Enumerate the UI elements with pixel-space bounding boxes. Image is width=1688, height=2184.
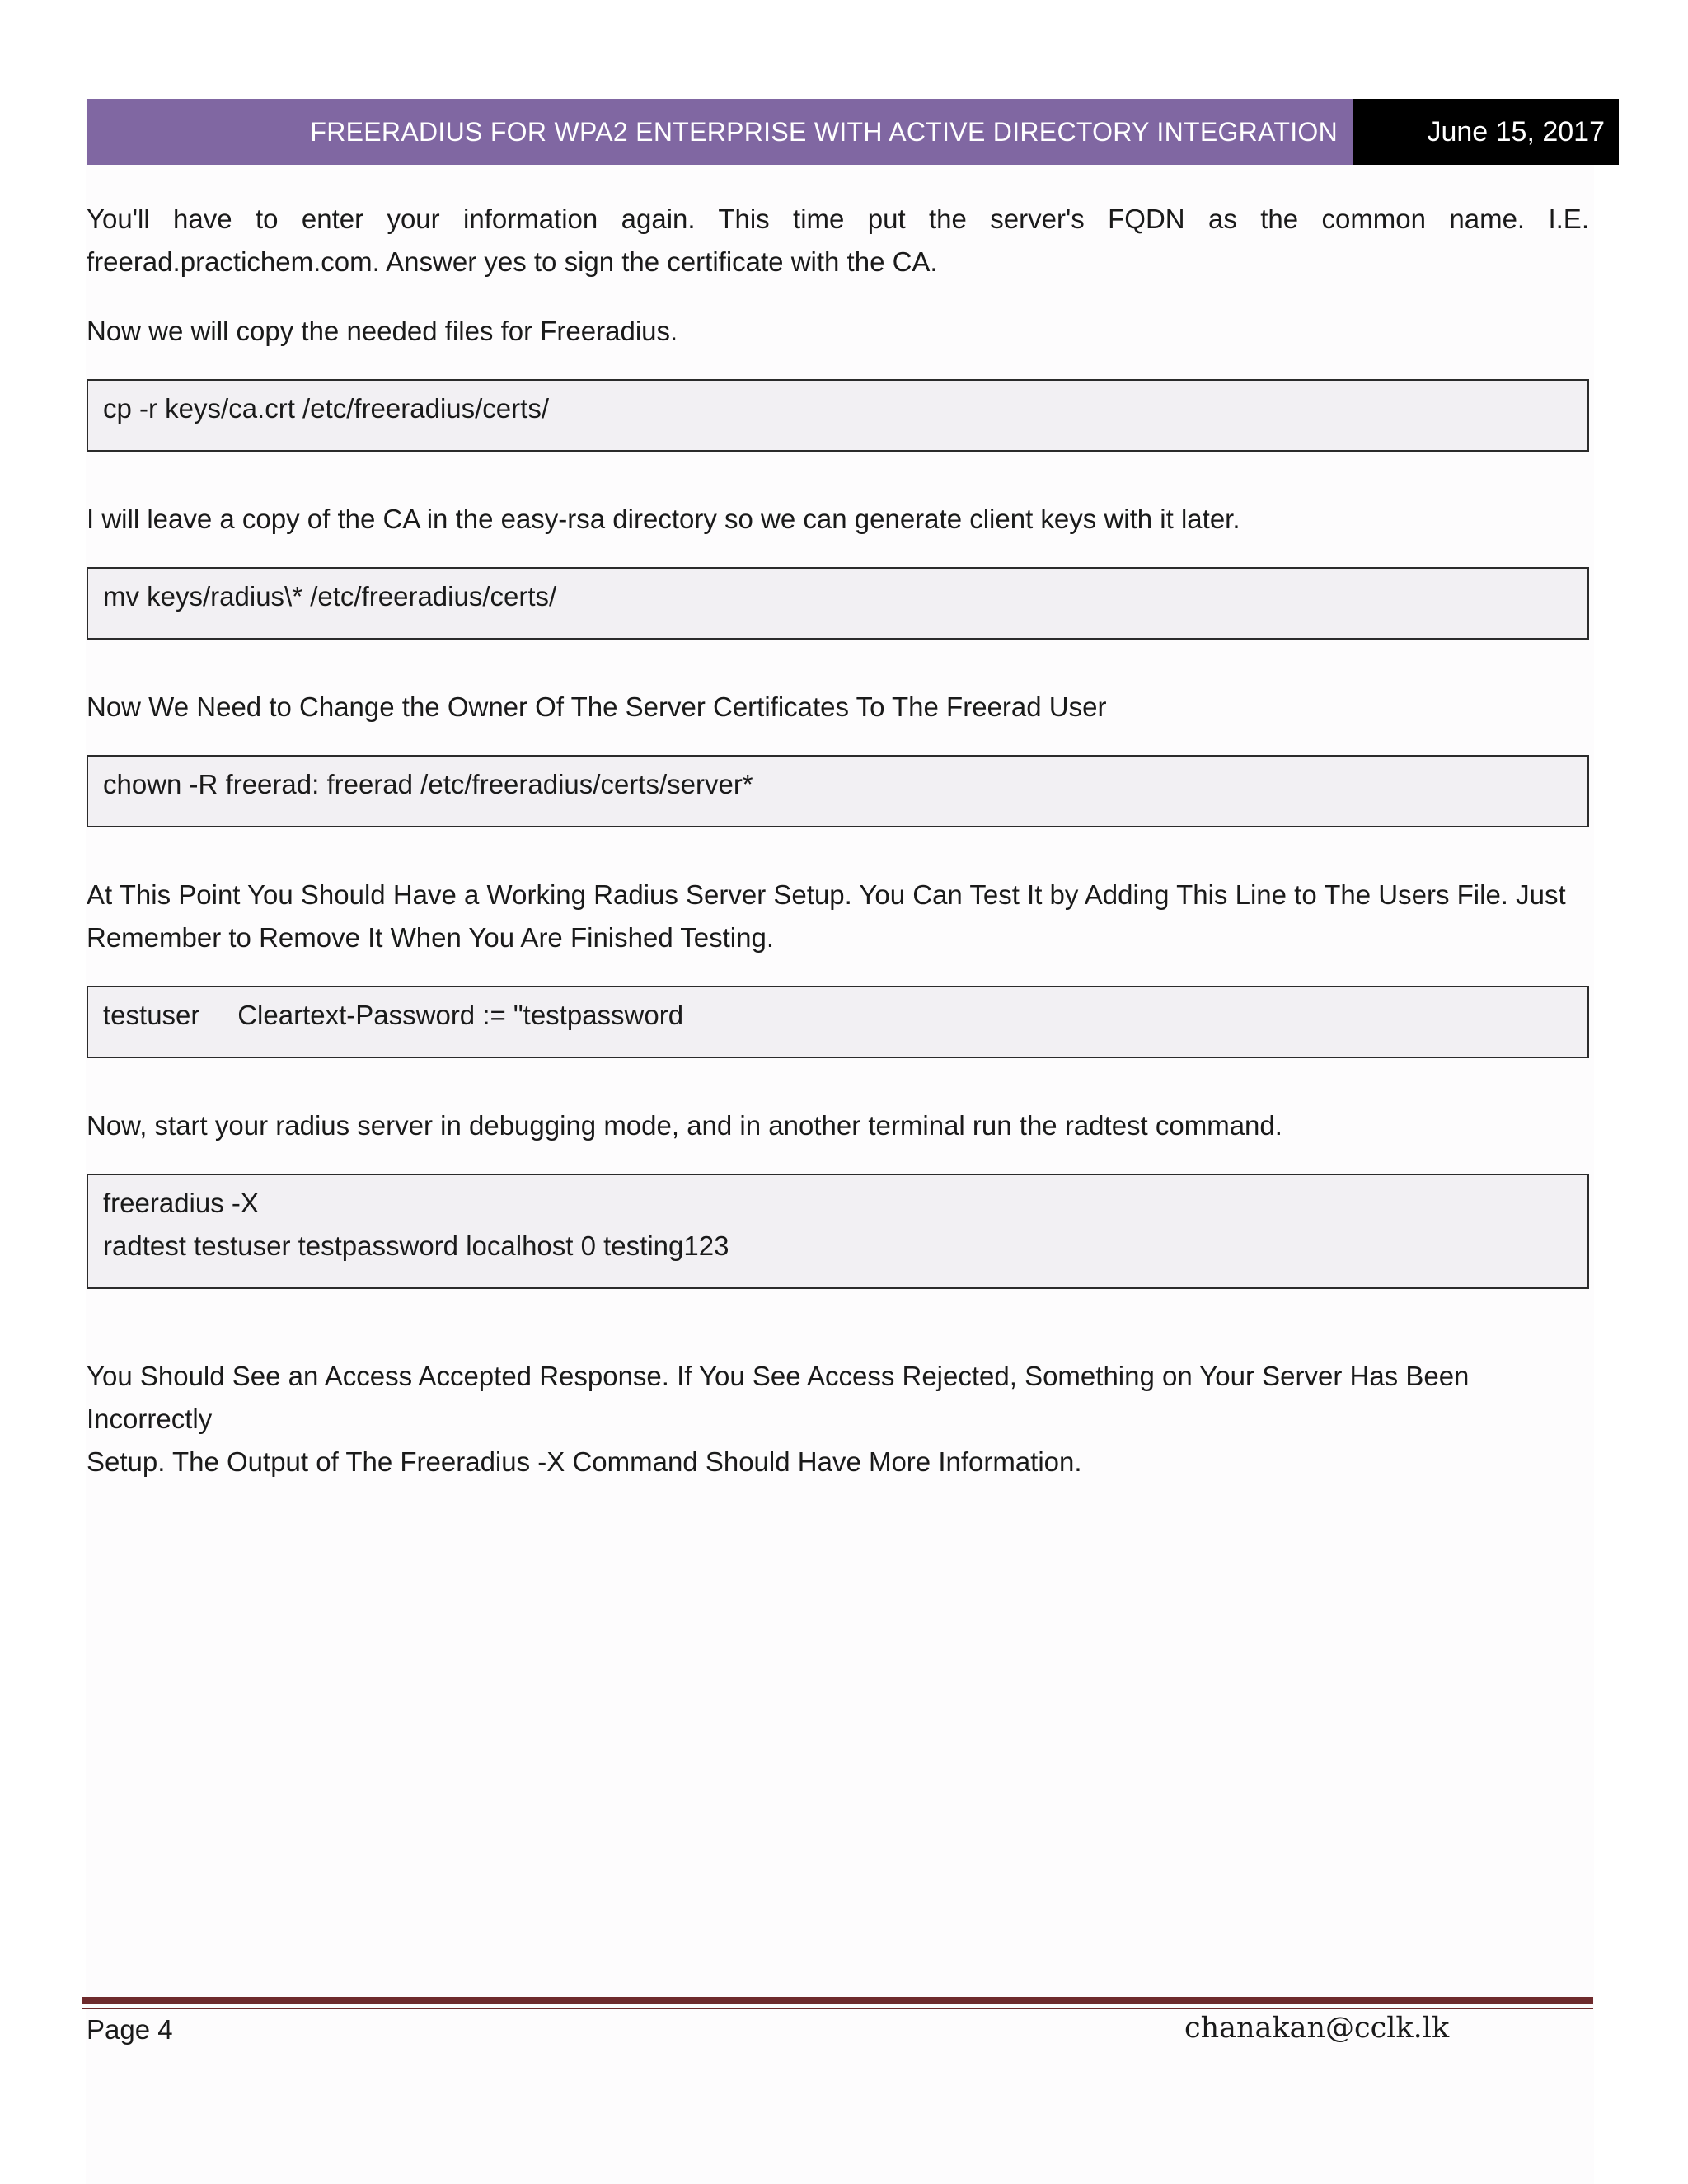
code-line: cp -r keys/ca.crt /etc/freeradius/certs/ — [103, 393, 549, 424]
footer-page-number: Page 4 — [87, 2014, 173, 2045]
paragraph-access-response-line2: Setup. The Output of The Freeradius -X Command Should Have More Information. — [87, 1446, 1082, 1477]
footer-email: chanakan@cclk.lk — [1184, 2012, 1450, 2045]
header-title: FREERADIUS FOR WPA2 ENTERPRISE WITH ACTIVE DIRECTORY INTEGRATION — [87, 99, 1353, 165]
code-line: radtest testuser testpassword localhost 0 testing123 — [103, 1230, 729, 1261]
code-block-copy-ca — [87, 379, 1589, 452]
code-block-chown — [87, 755, 1589, 827]
paragraph-access-response — [87, 1355, 1589, 1483]
paragraph-fqdn — [87, 198, 1589, 284]
paragraph-leave-copy: I will leave a copy of the CA in the easy-rsa directory so we can generate client keys with it later. — [87, 504, 1240, 534]
code-line: testuser Cleartext-Password := "testpassword — [103, 1000, 684, 1030]
paragraph-change-owner: Now We Need to Change the Owner Of The Server Certificates To The Freerad User — [87, 691, 1107, 722]
paragraph-test-setup-line1: At This Point You Should Have a Working Radius Server Setup. You Can Test It by Adding This Line to The Users File. Just — [87, 879, 1566, 910]
paragraph-fqdn-line1: You'll have to enter your information again. This time put the server's FQDN as the common name. I.E. — [87, 204, 1589, 234]
paragraph-test-setup — [87, 874, 1589, 959]
code-line: chown -R freerad: freerad /etc/freeradius/certs/server* — [103, 769, 753, 799]
paragraph-fqdn-line2: freerad.practichem.com. Answer yes to sign the certificate with the CA. — [87, 246, 938, 277]
paragraph-access-response-line1: You Should See an Access Accepted Response. If You See Access Rejected, Something on Your Server Has Been Incorrectly — [87, 1361, 1470, 1434]
header-date: June 15, 2017 — [1353, 99, 1619, 165]
paragraph-test-setup-line2: Remember to Remove It When You Are Finished Testing. — [87, 922, 774, 953]
code-block-radtest — [87, 1174, 1589, 1289]
paragraph-start-debug: Now, start your radius server in debugging mode, and in another terminal run the radtest command. — [87, 1110, 1282, 1141]
paragraph-copy-files: Now we will copy the needed files for Freeradius. — [87, 316, 678, 346]
footer-divider — [82, 1997, 1593, 2004]
code-block-move-keys — [87, 567, 1589, 640]
document-body — [87, 198, 1589, 1483]
code-block-testuser — [87, 986, 1589, 1058]
code-line: freeradius -X — [103, 1188, 259, 1218]
code-line: mv keys/radius\* /etc/freeradius/certs/ — [103, 581, 557, 612]
